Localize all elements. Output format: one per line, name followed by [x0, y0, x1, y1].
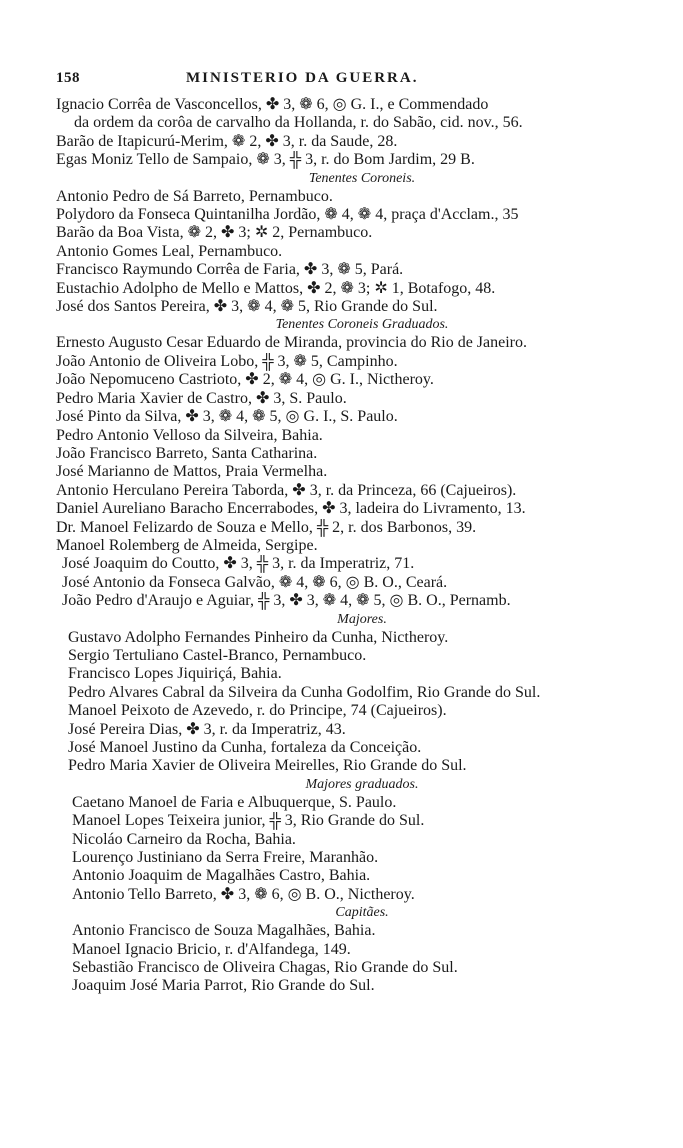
officer-entry: José Joaquim do Coutto, ✤ 3, ╬ 3, r. da Imperatriz, 71.: [62, 555, 415, 573]
officer-entry: João Nepomuceno Castrioto, ✤ 2, ❁ 4, ◎ G. I., Nictheroy.: [56, 371, 434, 389]
section-heading: Majores.: [337, 611, 387, 627]
section-heading: Majores graduados.: [305, 776, 419, 792]
officer-entry: Ignacio Corrêa de Vasconcellos, ✤ 3, ❁ 6, ◎ G. I., e Commendado: [56, 96, 489, 113]
officer-entry: Joaquim José Maria Parrot, Rio Grande do Sul.: [72, 977, 375, 995]
officer-entry: Antonio Francisco de Souza Magalhães, Bahia.: [72, 922, 376, 940]
section-heading: Tenentes Coroneis Graduados.: [275, 317, 449, 333]
officer-entry: Egas Moniz Tello de Sampaio, ❁ 3, ╬ 3, r. do Bom Jardim, 29 B.: [56, 151, 475, 169]
officer-entry: Lourenço Justiniano da Serra Freire, Maranhão.: [72, 849, 379, 867]
officer-entry: José dos Santos Pereira, ✤ 3, ❁ 4, ❁ 5, Rio Grande do Sul.: [56, 298, 438, 316]
officer-entry: José Manoel Justino da Cunha, fortaleza da Conceição.: [68, 739, 422, 756]
officer-entry: Ernesto Augusto Cesar Eduardo de Miranda, provincia do Rio de Janeiro.: [56, 334, 527, 352]
officer-entry: João Francisco Barreto, Santa Catharina.: [56, 444, 318, 462]
officer-entry: Manoel Lopes Teixeira junior, ╬ 3, Rio Grande do Sul.: [72, 812, 425, 830]
document-body: [56, 96, 628, 996]
officer-entry: Antonio Pedro de Sá Barreto, Pernambuco.: [56, 187, 333, 205]
officer-entry: João Pedro d'Araujo e Aguiar, ╬ 3, ✤ 3, ❁ 4, ❁ 5, ◎ B. O., Pernamb.: [62, 592, 511, 610]
officer-entry: Gustavo Adolpho Fernandes Pinheiro da Cunha, Nictheroy.: [68, 628, 449, 646]
officer-entry: Barão da Boa Vista, ❁ 2, ✤ 3; ✲ 2, Pernambuco.: [56, 224, 373, 242]
officer-entry: Francisco Raymundo Corrêa de Faria, ✤ 3, ❁ 5, Pará.: [56, 261, 404, 279]
section-heading: Tenentes Coroneis.: [308, 170, 416, 186]
officer-entry: Antonio Tello Barreto, ✤ 3, ❁ 6, ◎ B. O., Nictheroy.: [72, 885, 415, 903]
officer-entry: Caetano Manoel de Faria e Albuquerque, S. Paulo.: [72, 793, 397, 811]
officer-entry: Sergio Tertuliano Castel-Branco, Pernambuco.: [68, 646, 367, 664]
officer-entry: Manoel Rolemberg de Almeida, Sergipe.: [56, 536, 318, 554]
officer-entry: Barão de Itapicurú-Merim, ❁ 2, ✤ 3, r. da Saude, 28.: [56, 132, 398, 150]
officer-entry: Pedro Antonio Velloso da Silveira, Bahia.: [56, 426, 323, 444]
officer-entry: Francisco Lopes Jiquiriçá, Bahia.: [68, 665, 282, 683]
officer-entry: Dr. Manoel Felizardo de Souza e Mello, ╬ 2, r. dos Barbonos, 39.: [56, 518, 477, 536]
officer-entry: Daniel Aureliano Baracho Encerrabodes, ✤ 3, ladeira do Livramento, 13.: [56, 500, 526, 518]
officer-entry: Antonio Herculano Pereira Taborda, ✤ 3, r. da Princeza, 66 (Cajueiros).: [56, 481, 517, 499]
officer-entry: Sebastião Francisco de Oliveira Chagas, Rio Grande do Sul.: [72, 959, 458, 977]
officer-entry: José Antonio da Fonseca Galvão, ❁ 4, ❁ 6, ◎ B. O., Ceará.: [62, 573, 448, 591]
page-header: [56, 70, 628, 94]
officer-entry: Pedro Maria Xavier de Castro, ✤ 3, S. Paulo.: [56, 389, 347, 407]
officer-entry: Pedro Maria Xavier de Oliveira Meirelles, Rio Grande do Sul.: [68, 757, 467, 775]
officer-entry: José Pereira Dias, ✤ 3, r. da Imperatriz, 43.: [68, 720, 346, 738]
document-page: [56, 70, 628, 996]
officer-entry: Antonio Joaquim de Magalhães Castro, Bahia.: [72, 867, 371, 885]
officer-entry: Manoel Ignacio Bricio, r. d'Alfandega, 149.: [72, 940, 351, 958]
running-title: MINISTERIO DA GUERRA.: [186, 70, 419, 86]
officer-entry: Eustachio Adolpho de Mello e Mattos, ✤ 2, ❁ 3; ✲ 1, Botafogo, 48.: [56, 279, 496, 297]
section-heading: Capitães.: [335, 905, 389, 921]
officer-entry: Nicoláo Carneiro da Rocha, Bahia.: [72, 830, 296, 848]
officer-entry: Manoel Peixoto de Azevedo, r. do Principe, 74 (Cajueiros).: [68, 702, 447, 720]
officer-entry: João Antonio de Oliveira Lobo, ╬ 3, ❁ 5, Campinho.: [56, 352, 398, 370]
officer-entry: Polydoro da Fonseca Quintanilha Jordão, ❁ 4, ❁ 4, praça d'Acclam., 35: [56, 206, 519, 224]
entry-continuation-line: da ordem da corôa de carvalho da Hollanda, r. do Sabão, cid. nov., 56.: [74, 114, 523, 132]
officer-entry: José Marianno de Mattos, Praia Vermelha.: [56, 463, 328, 481]
officer-entry: José Pinto da Silva, ✤ 3, ❁ 4, ❁ 5, ◎ G. I., S. Paulo.: [56, 408, 398, 426]
page-number: 158: [56, 70, 80, 86]
officer-entry: Antonio Gomes Leal, Pernambuco.: [56, 242, 283, 260]
officer-entry: Pedro Alvares Cabral da Silveira da Cunha Godolfim, Rio Grande do Sul.: [68, 683, 541, 701]
